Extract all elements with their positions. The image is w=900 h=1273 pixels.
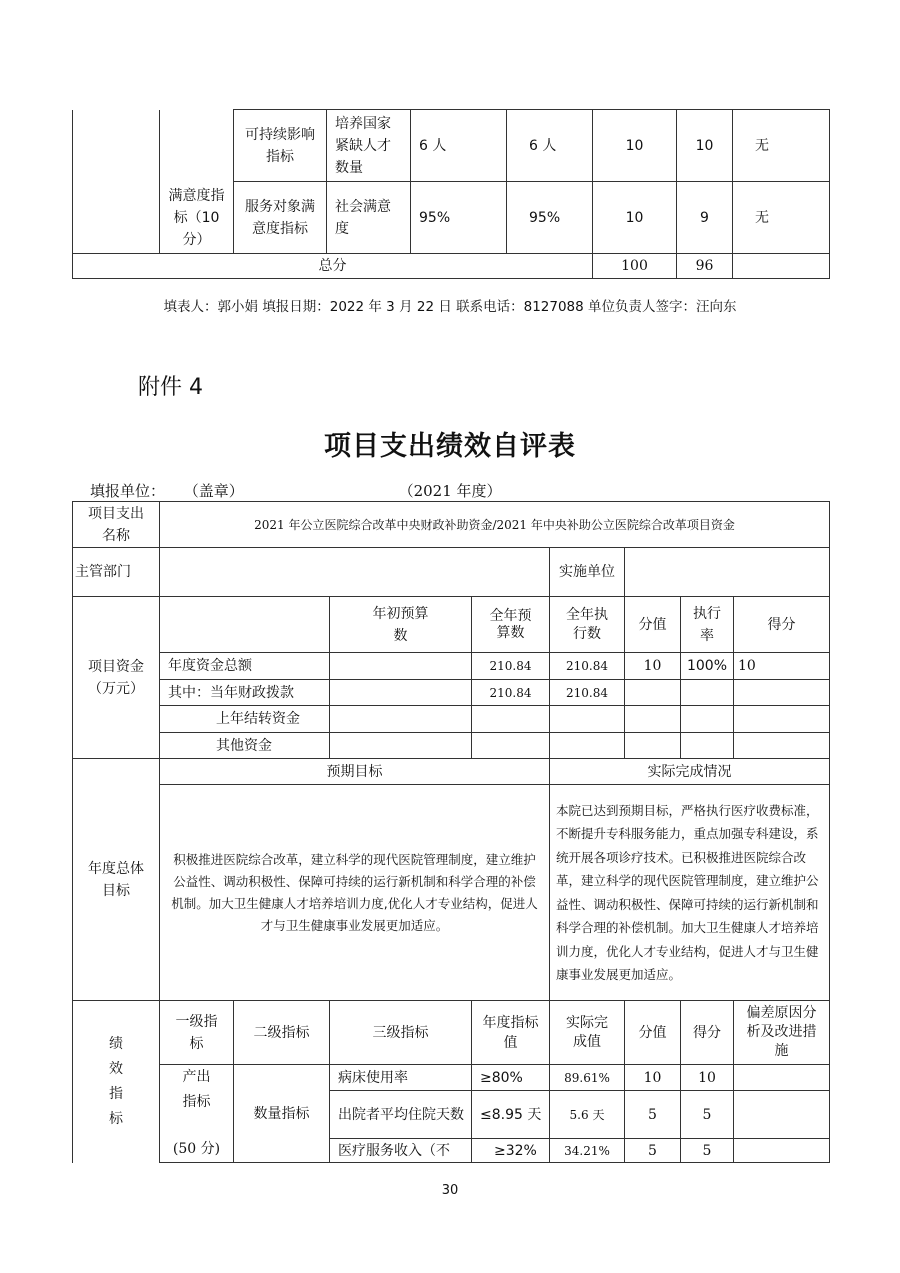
- funds-score-value: 10: [625, 653, 681, 680]
- funds-rate: [681, 733, 734, 759]
- level1-output-score: (50 分): [172, 1141, 221, 1157]
- level3-medical-income: 医疗服务收入（不: [330, 1139, 472, 1163]
- funds-initial: [330, 653, 472, 680]
- funds-budget: [472, 706, 550, 733]
- funds-exec: [550, 733, 625, 759]
- score: 5: [681, 1091, 734, 1139]
- note: 无: [733, 182, 830, 254]
- funds-score: [734, 680, 830, 706]
- level1-output-a: 产出: [182, 1069, 211, 1085]
- actual-value: 34.21%: [550, 1139, 625, 1163]
- funds-budget: 210.84: [472, 653, 550, 680]
- score-value: 10: [593, 110, 677, 182]
- unit-label: 填报单位：: [90, 482, 166, 500]
- note: [734, 1091, 830, 1139]
- score: 9: [677, 182, 733, 254]
- score: 10: [681, 1065, 734, 1091]
- level1-output: [160, 1065, 234, 1163]
- level3-stay-days: 出院者平均住院天数: [330, 1091, 472, 1139]
- funds-score: [734, 706, 830, 733]
- funds-budget: 210.84: [472, 680, 550, 706]
- level3-bed-usage: 病床使用率: [330, 1065, 472, 1091]
- actual-value: 6 人: [507, 110, 593, 182]
- expected-goal-header: 预期目标: [160, 759, 550, 785]
- expected-goal-text: 积极推进医院综合改革，建立科学的现代医院管理制度，建立维护公益性、调动积极性、保障可持续的运行新机制和科学合理的补偿机制。加大卫生健康人才培养培训力度,优化人才专业结构，促进人才与卫生健康事业发展更加适应。: [160, 785, 550, 1001]
- score: 5: [681, 1139, 734, 1163]
- note-header: 偏差原因分析及改进措施: [734, 1001, 830, 1065]
- blank-cell: [73, 182, 160, 254]
- funds-row-label: 其中：当年财政拨款: [160, 680, 330, 706]
- full-budget-header: 全年预算数: [472, 597, 550, 653]
- score-header: 得分: [734, 597, 830, 653]
- level2-satisfaction: 服务对象满意度指标: [234, 182, 327, 254]
- score-value: 10: [625, 1065, 681, 1091]
- funds-exec: 210.84: [550, 653, 625, 680]
- dept-label: 主管部门: [73, 548, 160, 597]
- target-header: 年度指标值: [472, 1001, 550, 1065]
- goal-label: 年度总体目标: [73, 759, 160, 1001]
- funds-row-label: 年度资金总额: [160, 653, 330, 680]
- seal-label: （盖章）: [183, 482, 244, 500]
- score-value: 10: [593, 182, 677, 254]
- funds-row-label: 上年结转资金: [160, 706, 330, 733]
- actual-goal-header: 实际完成情况: [550, 759, 830, 785]
- funds-exec: [550, 706, 625, 733]
- blank-cell: [733, 254, 830, 279]
- note: [734, 1065, 830, 1091]
- level3-talent: 培养国家紧缺人才数量: [327, 110, 411, 182]
- funds-row-label: 其他资金: [160, 733, 330, 759]
- funds-budget: [472, 733, 550, 759]
- score-header: 得分: [681, 1001, 734, 1065]
- target-value: ≤8.95 天: [472, 1091, 550, 1139]
- total-label: 总分: [73, 254, 593, 279]
- target-value: 95%: [411, 182, 507, 254]
- funds-initial: [330, 680, 472, 706]
- note: 无: [733, 110, 830, 182]
- funds-score: 10: [734, 653, 830, 680]
- self-evaluation-form: [72, 501, 830, 1163]
- perf-label: [73, 1001, 160, 1163]
- dept-value: [160, 548, 550, 597]
- total-score-value: 100: [593, 254, 677, 279]
- funds-initial: [330, 706, 472, 733]
- score-value: 5: [625, 1139, 681, 1163]
- funds-rate: [681, 706, 734, 733]
- actual-value: 89.61%: [550, 1065, 625, 1091]
- page-number: 30: [441, 1183, 459, 1198]
- blank-cell: [160, 597, 330, 653]
- exec-rate-header: 执行率: [681, 597, 734, 653]
- actual-value: 95%: [507, 182, 593, 254]
- funds-score-value: [625, 733, 681, 759]
- funds-score-value: [625, 706, 681, 733]
- level2-sustainable: 可持续影响指标: [234, 110, 327, 182]
- project-name-label: 项目支出名称: [73, 502, 160, 548]
- project-name: 2021 年公立医院综合改革中央财政补助资金/2021 年中央补助公立医院综合改革项目资金: [160, 502, 830, 548]
- year-label: （2021 年度）: [398, 482, 502, 500]
- blank-cell: [73, 110, 160, 182]
- funds-exec: 210.84: [550, 680, 625, 706]
- level2-header: 二级指标: [234, 1001, 330, 1065]
- total-score: 96: [677, 254, 733, 279]
- funds-score: [734, 733, 830, 759]
- score-value-header: 分值: [625, 597, 681, 653]
- score-value-header: 分值: [625, 1001, 681, 1065]
- level2-quantity: 数量指标: [234, 1065, 330, 1163]
- impl-unit-label: 实施单位: [550, 548, 625, 597]
- level3-header: 三级指标: [330, 1001, 472, 1065]
- funds-rate: 100%: [681, 653, 734, 680]
- funds-score-value: [625, 680, 681, 706]
- level1-header: 一级指标: [160, 1001, 234, 1065]
- target-value: 6 人: [411, 110, 507, 182]
- actual-header: 实际完成值: [550, 1001, 625, 1065]
- page-title: 项目支出绩效自评表: [324, 431, 576, 462]
- actual-goal-text: 本院已达到预期目标，严格执行医疗收费标准，不断提升专科服务能力，重点加强专科建设，系统开展各项诊疗技术。已积极推进医院综合改革，建立科学的现代医院管理制度，建立维护公益性、调动积极性、保障可持续的运行新机制和科学合理的补偿机制。加大卫生健康人才培养培训力度，优化人才专业结构，促进人才与卫生健康事业发展更加适应。: [550, 785, 830, 1001]
- level3-social: 社会满意度: [327, 182, 411, 254]
- appendix-label: 附件 4: [138, 375, 203, 400]
- target-value: ≥80%: [472, 1065, 550, 1091]
- actual-value: 5.6 天: [550, 1091, 625, 1139]
- perf-label-text: 绩效指标: [109, 1035, 123, 1127]
- initial-budget-header: 年初预算数: [330, 597, 472, 653]
- score-value: 5: [625, 1091, 681, 1139]
- signature-line: 填表人：郭小娟 填报日期：2022 年 3 月 22 日 联系电话：8127088 单位负责人签字：汪向东: [163, 299, 737, 315]
- satisfaction-group-label: 满意度指标（10分）: [160, 110, 234, 254]
- funds-initial: [330, 733, 472, 759]
- funds-rate: [681, 680, 734, 706]
- unit-line: [90, 480, 502, 501]
- full-exec-header: 全年执行数: [550, 597, 625, 653]
- score: 10: [677, 110, 733, 182]
- top-continuation-table: [72, 109, 830, 279]
- note: [734, 1139, 830, 1163]
- funds-label: 项目资金（万元）: [73, 597, 160, 759]
- level1-output-b: 指标: [182, 1094, 211, 1110]
- impl-unit-value: [625, 548, 830, 597]
- target-value: ≥32%: [472, 1139, 550, 1163]
